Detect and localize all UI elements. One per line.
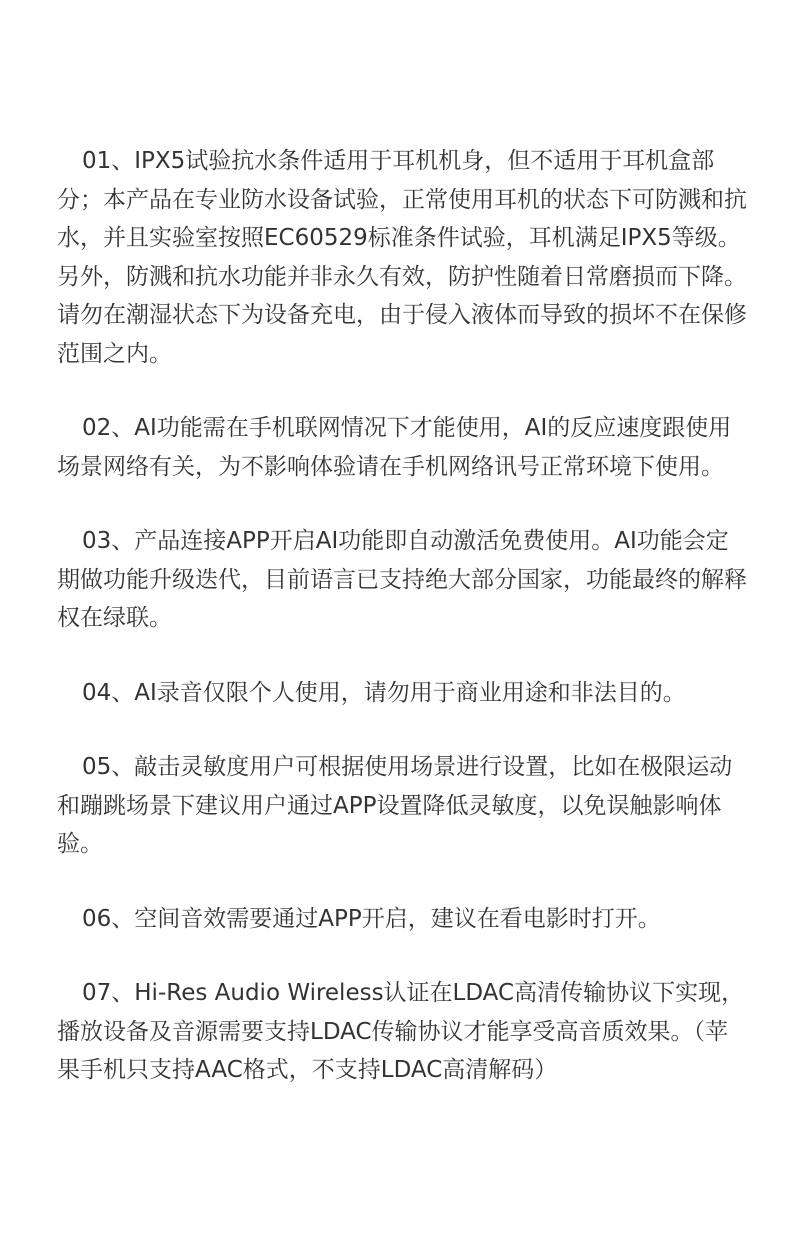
note-02: 02、AI功能需在手机联网情况下才能使用，AI的反应速度跟使用场景网络有关，为不影响体验请在手机网络讯号正常环境下使用。 [57,415,732,480]
note-01: 01、IPX5试验抗水条件适用于耳机机身，但不适用于耳机盒部分；本产品在专业防水设备试验，正常使用耳机的状态下可防溅和抗水，并且实验室按照EC60529标准条件试验，耳机满足IPX5等级。另外，防溅和抗水功能并非永久有效，防护性随着日常磨损而下降。请勿在潮湿状态下为设备充电，由于侵入液体而导致的损坏不在保修范围之内。 [57,148,747,367]
note-04: 04、AI录音仅限个人使用，请勿用于商业用途和非法目的。 [82,679,686,706]
note-05: 05、敲击灵敏度用户可根据使用场景进行设置，比如在极限运动和蹦跳场景下建议用户通过APP设置降低灵敏度，以免误触影响体验。 [57,754,733,857]
note-07: 07、Hi-Res Audio Wireless认证在LDAC高清传输协议下实现，播放设备及音源需要支持LDAC传输协议才能享受高音质效果。（苹果手机只支持AAC格式，不支持LDAC高清解码） [57,980,745,1083]
note-03: 03、产品连接APP开启AI功能即自动激活免费使用。AI功能会定期做功能升级迭代，目前语言已支持绝大部分国家，功能最终的解释权在绿联。 [57,528,747,631]
notes-section [57,142,747,1090]
note-06: 06、空间音效需要通过APP开启，建议在看电影时打开。 [82,905,661,932]
